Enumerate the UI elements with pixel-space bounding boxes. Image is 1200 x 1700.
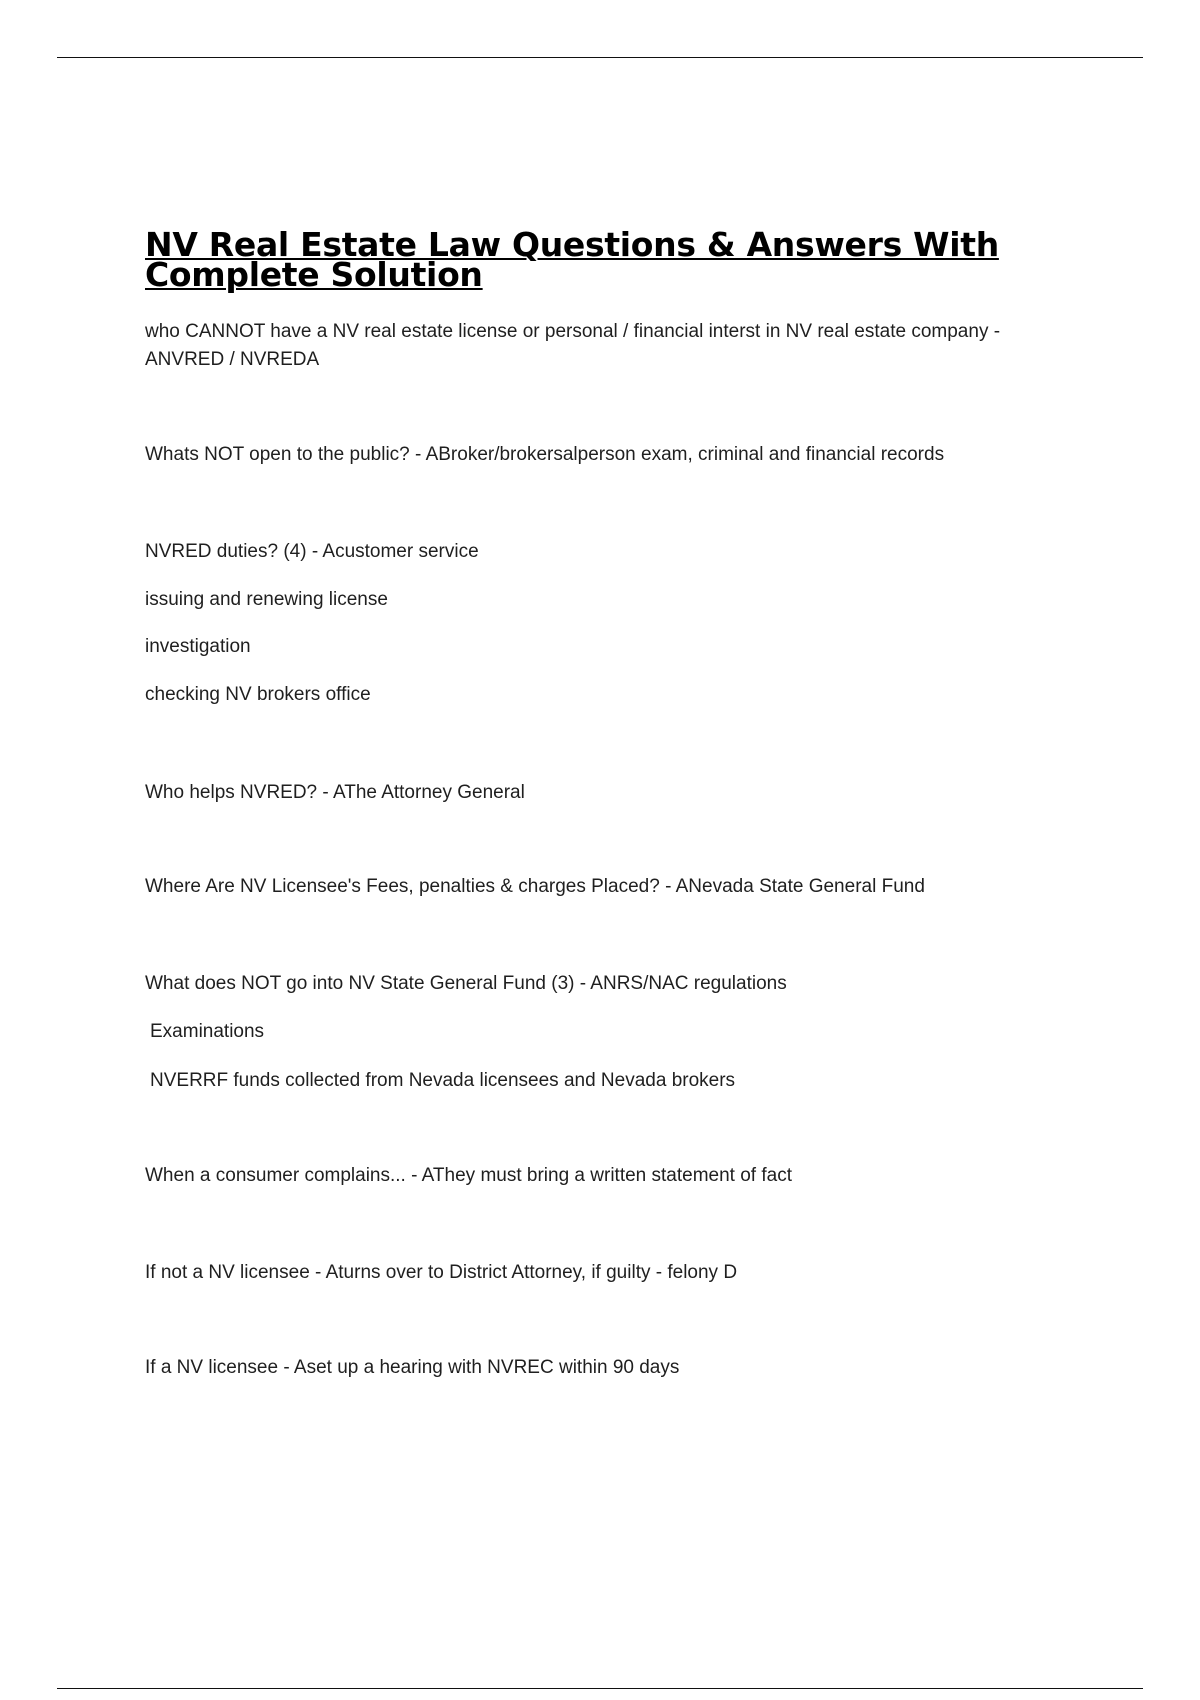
qa-item-6: What does NOT go into NV State General Fund (3) - ANRS/NAC regulations [145, 973, 787, 994]
qa-answer-1: ANVRED / NVREDA [145, 349, 320, 370]
document-title [145, 225, 1045, 294]
title-line-2: Complete Solution [145, 255, 483, 294]
qa-item-4: Who helps NVRED? - AThe Attorney General [145, 782, 525, 803]
header-rule [57, 57, 1143, 58]
qa-item-3: NVRED duties? (4) - Acustomer service [145, 541, 479, 562]
qa-item-6-detail-1: Examinations [150, 1021, 265, 1042]
qa-item-2: Whats NOT open to the public? - ABroker/brokersalperson exam, criminal and financial records [145, 444, 945, 465]
qa-item-3-detail-1: issuing and renewing license [145, 589, 388, 610]
footer-rule [57, 1688, 1143, 1689]
qa-item-3-detail-3: checking NV brokers office [145, 684, 371, 705]
qa-item-5: Where Are NV Licensee's Fees, penalties & charges Placed? - ANevada State General Fund [145, 876, 925, 897]
qa-item-8: If not a NV licensee - Aturns over to District Attorney, if guilty - felony D [145, 1262, 738, 1283]
qa-item-3-detail-2: investigation [145, 636, 251, 657]
qa-item-6-detail-2: NVERRF funds collected from Nevada licensees and Nevada brokers [150, 1070, 736, 1091]
qa-item-7: When a consumer complains... - AThey must bring a written statement of fact [145, 1165, 792, 1186]
title-line-1: NV Real Estate Law Questions & Answers With [145, 225, 999, 264]
qa-question-1: who CANNOT have a NV real estate license or personal / financial interst in NV real estate company - [145, 321, 1001, 342]
qa-item-9: If a NV licensee - Aset up a hearing with NVREC within 90 days [145, 1357, 680, 1378]
